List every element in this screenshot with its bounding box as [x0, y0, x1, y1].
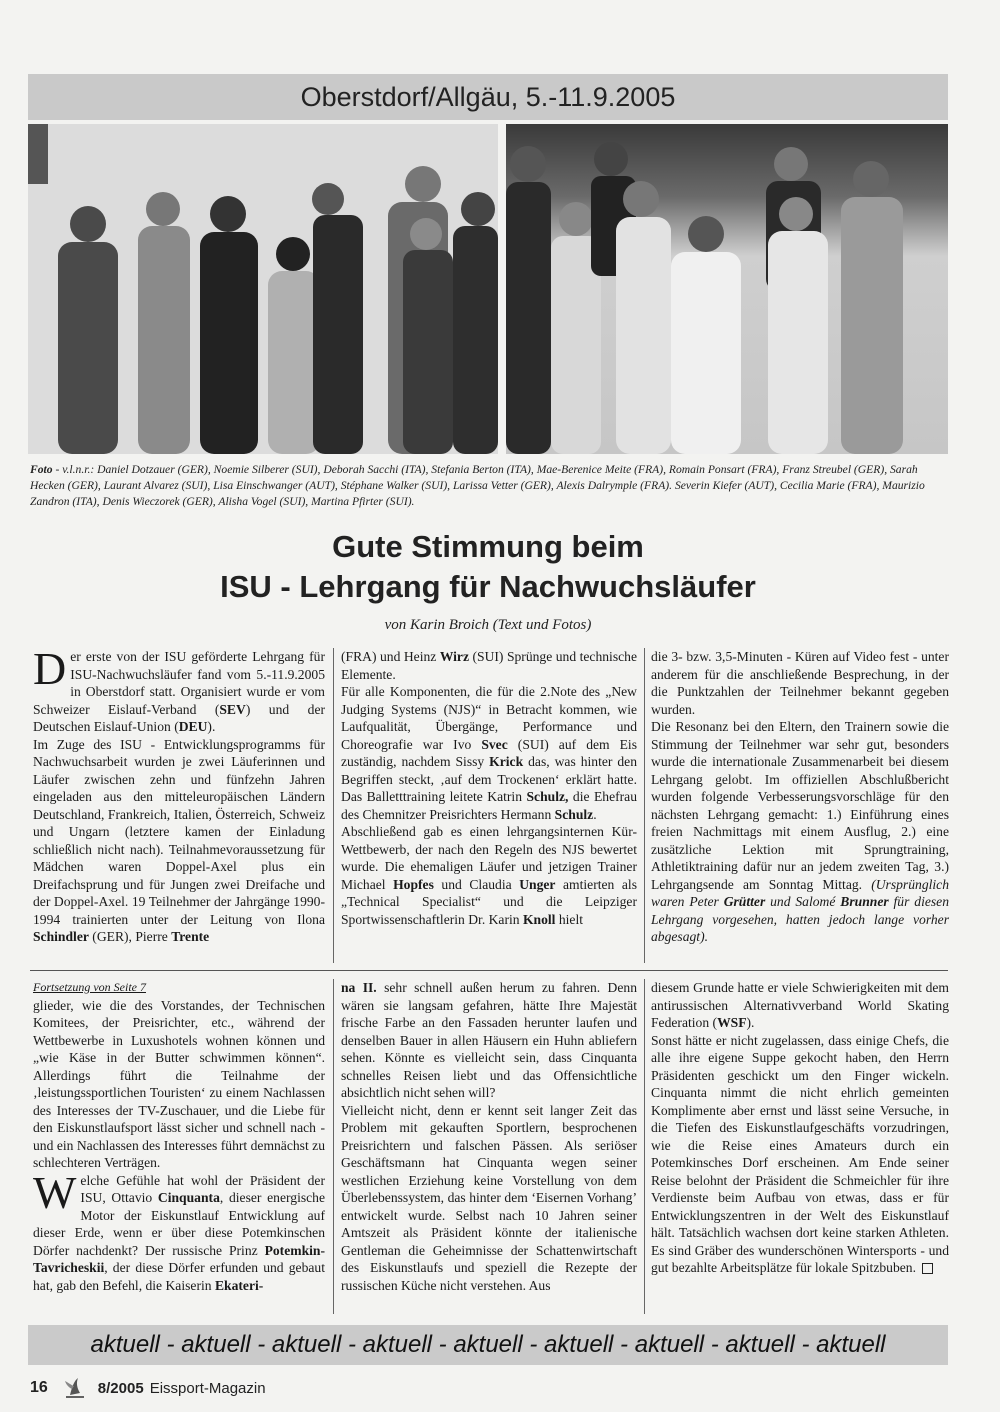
dropcap: W: [33, 1166, 77, 1218]
column-divider: [644, 648, 645, 963]
bold-text: Schulz,: [526, 789, 569, 804]
paragraph: [341, 979, 637, 1102]
paragraph: [651, 1032, 949, 1277]
text: (GER), Pierre: [88, 929, 172, 944]
continuation-column-2: [341, 979, 637, 1294]
skaters-silhouettes-right-icon: [506, 124, 948, 454]
bold-text: WSF: [717, 1015, 747, 1030]
caption-label: Foto: [30, 463, 53, 476]
paragraph: die 3- bzw. 3,5-Minuten - Küren auf Video fest - unter anderem für die anschließende Besprechung, in der die Punktzahlen der Teilnehmer bekannt gegeben wurden.: [651, 649, 949, 717]
text: das, was hinter den Begriffen steckt, ‚auf dem Trockenen‘ erklärt hatte. Das Balletttraining leitete Katrin: [341, 754, 637, 804]
bold-text: Unger: [519, 876, 556, 892]
text: die Ehefrau des Chemnitzer Preisrichters Hermann: [341, 789, 637, 822]
bold-text: Schulz: [554, 806, 594, 822]
page-number: 16: [30, 1379, 48, 1396]
article-byline: von Karin Broich (Text und Fotos): [384, 617, 592, 633]
skater-logo-icon: [62, 1375, 88, 1401]
italic-text: und Salomé: [765, 894, 841, 909]
section-divider: [30, 970, 948, 971]
group-photo-right: [506, 124, 948, 454]
bold-text: Schindler: [33, 929, 89, 944]
text: ).: [207, 719, 216, 734]
continuation-column-1: [33, 979, 325, 1294]
paragraph: [651, 718, 949, 946]
continuation-label: Fortsetzung von Seite 7: [33, 980, 146, 994]
paragraph: Vielleicht nicht, denn er kennt seit langer Zeit das Problem mit gekauften Sportlern, besprochenen Preisrichtern und falschen Pässen. Als seriöser Geschäftsmann hat Cinquanta wegen seiner westlichen Erziehung keine Vorstellung von dem Überlebenssystem, das hinter dem ‘Eisernen Vorhang’ entwickelt wurde. Selbst nach 10 Jahren seiner Amtszeit als Präsident könnte der italienische Gentleman die Geheimnisse der Schattenwirtschaft des Eiskunstlaufs und speziell die Rezepte der russischen Küche nicht verstehen. Aus: [341, 1102, 637, 1293]
bold-text: Svec: [481, 736, 508, 752]
paragraph: [341, 823, 637, 928]
text: ) und der Deutschen Eislauf-Union (: [33, 701, 326, 734]
article-column-2: [341, 648, 637, 928]
text: hielt: [555, 911, 584, 927]
column-divider: [333, 648, 334, 963]
bold-text: Wirz: [439, 649, 470, 664]
text: Im Zuge des ISU - Entwicklungsprogramms für Nachwuchsarbeit wurden je zwei Läuferinnen und Läufer zwischen zehn und fünfzehn Jahren eingeladen aus den mitteleuropäischen Ländern Deutschland, Frankreich, Italien, Österreich, Schweiz und Ungarn (letztere kamen der Einladung schließlich nicht nach). Teilnahmevoraussetzung für Mädchen waren Doppel-Axel plus ein Dreifachsprung und für Jungen zwei Dreifache und der Doppel-Axel. 19 Teilnehmer der Jahrgänge 1990-1994 trainierten unter der Leitung von Ilona: [33, 736, 325, 927]
issue-number: 8/2005: [97, 1379, 144, 1397]
text: er erste von der ISU geförderte Lehrgang für ISU-Nachwuchsläufer fand vom 5.-11.9.2005 in Oberstdorf statt. Organisiert wurde er vom Schweizer Eislauf-Verband (: [33, 649, 325, 717]
paragraph: glieder, wie die des Vorstandes, der Technischen Komitees, der Preisrichter, etc., während der Wettbewerbe in Luxushotels wohnen können und „wie Käse in der Butter schwimmen können“. Allerdings führt die Teilnahme der ‚leistungssportlichen Touristen‘ zu einem Nachlassen des Interesses der TV-Zuschauer, und die Liebe für den Eiskunstlaufsport lässt sicher und schnell nach - und ein Nachlassen des Interesses führt demnächst zu schlechteren Verträgen.: [33, 997, 325, 1170]
text: , dieser energische Motor der Eiskunstlauf Entwicklung auf dieser Erde, wenn er über diese Potemkinschen Dörfer nachdenkt? Der russische Prinz: [33, 1190, 326, 1258]
italic-text: (Ursprünglich waren Peter: [651, 876, 949, 909]
caption-text: - v.l.n.r.: Daniel Dotzauer (GER), Noemie Silberer (SUI), Deborah Sacchi (ITA), Stefania Berton (ITA), Mae-Berenice Meite (FRA), Romain Ponsart (FRA), Franz Streubel (GER), Sarah Hecken (GER), Laurant Alvarez (SUI), Lisa Einschwanger (AUT), Stéphane Walker (SUI), Larissa Vetter (GER), Alexis Dalrymple (FRA). Severin Kiefer (AUT), Cecilia Marie (FRA), Maurizio Zandron (ITA), Denis Wieczorek (GER), Alisha Vogel (SUI), Martina Pfirter (SUI).: [30, 463, 925, 508]
bold-text: Knoll: [522, 911, 556, 927]
aktuell-ticker: aktuell - aktuell - aktuell - aktuell - aktuell - aktuell - aktuell - aktuell - aktuell: [28, 1325, 948, 1365]
bold-text: Hopfes: [393, 876, 434, 892]
bold-text: Krick: [489, 754, 524, 769]
bold-text: na II.: [341, 980, 377, 995]
italic-text: für diesen Lehrgang vorgesehen, hatten jedoch lange vorher abgesagt).: [651, 894, 950, 944]
text: Für alle Komponenten, die für die 2.Note des „New Judging Systems (NJS)“ in Betracht kommen, wie Laufqualität, Übergänge, Performance und Choreografie war Ivo: [341, 684, 637, 752]
column-divider: [644, 979, 645, 1314]
paragraph: [33, 1166, 326, 1295]
bold-text: DEU: [178, 719, 208, 734]
headline-line-2: ISU - Lehrgang für Nachwuchsläufer: [220, 569, 756, 604]
paragraph: [33, 736, 325, 946]
headline-line-1: Gute Stimmung beim: [332, 529, 644, 564]
text: (SUI) Sprünge und technische Elemente.: [341, 649, 637, 682]
paragraph: [651, 979, 949, 1032]
header-title: Oberstdorf/Allgäu, 5.-11.9.2005: [28, 74, 948, 120]
bold-text: Trente: [171, 929, 210, 944]
paragraph: [341, 683, 637, 823]
text: (SUI) auf dem Eis zuständig, nachdem Sissy: [341, 736, 638, 769]
group-photo-left: [28, 124, 498, 454]
skaters-silhouettes-left-icon: [28, 124, 498, 454]
paragraph: [33, 643, 326, 736]
article-headline: [28, 527, 948, 607]
text: Die Resonanz bei den Eltern, den Trainern sowie die Stimmung der Teilnehmer war sehr gut, besonders wurde die internationale Zusammenarbeit bei diesem Lehrgang gelobt. Im offiziellen Abschlußbericht wurden folgende Verbesserungsvorschläge für den nächsten Lehrgang gemacht: 1.) Einführung eines freien Nachmittags mit einem Ausflug, 2.) eine zusätzliche Lektion mit Sprungtraining, Athletiktraining dafür nur an jedem zweiten Tag, 3.) Lehrgangsende am Sonntag Mittag.: [651, 719, 949, 892]
text: amtierten als „Technical Specialist“ und die Leipziger Sportwissenschaftlerin Dr. Karin: [341, 876, 638, 927]
text: sehr schnell außen herum zu fahren. Denn wären sie langsam gefahren, hätte Ihre Majestät frische Farbe an den Fassaden herunter laufen und denselben Bauer in allen Häusern ein Huhn abliefern sehen. Könnte es vielleicht sein, dass Cinquanta schnelles Reisen liebt und das Offensichtliche absichtlich nicht sehen will?: [341, 980, 637, 1100]
dropcap: D: [33, 643, 67, 694]
bold-text: SEV: [219, 701, 246, 717]
article-column-3: [651, 648, 949, 946]
continuation-column-3: [651, 979, 949, 1277]
text: .: [593, 806, 597, 822]
text: und Claudia: [433, 876, 520, 892]
paragraph: [341, 648, 637, 683]
text: diesem Grunde hatte er viele Schwierigkeiten mit dem antirussischen Alternativverband World Skating Federation (: [651, 980, 949, 1030]
magazine-name: Eissport-Magazin: [149, 1379, 266, 1397]
bold-text: Grütter: [723, 894, 766, 909]
column-divider: [333, 979, 334, 1314]
article-column-1: [33, 643, 326, 946]
bold-text: Potemkin-Tavricheskii: [33, 1242, 325, 1275]
text: elche Gefühle hat wohl der Präsident der ISU, Ottavio: [80, 1172, 325, 1205]
text: , der diese Dörfer erfunden und gebaut hat, gab den Befehl, die Kaiserin: [33, 1260, 325, 1293]
text: ).: [746, 1015, 755, 1030]
bold-text: Ekateri-: [214, 1277, 264, 1293]
text: Abschließend gab es einen lehrgangsinternen Kür-Wettbewerb, der nach den Regeln des NJS bewertet wurde. Die ehemaligen Läufer und jetzigen Trainer Michael: [341, 824, 637, 892]
bold-text: Brunner: [840, 894, 889, 909]
text: Sonst hätte er nicht zugelassen, dass einige Chefs, die alle ihre eigene Suppe gekocht haben, den Herrn Präsidenten geschickt um den Finger wickeln. Cinquanta nimmt die nicht ehrlich gemeinten Komplimente aber ernst und lässt seine Versuche, in die Tiefen des Eiskunstlaufgeschäfts vorzudringen, wie die Reise eines Amateurs durch ein Potemkinsches Dorf erscheinen. Am Ende seiner Reise belohnt der Präsident die Schmeichler für ihre Verdienste beim Aufbau von etwas, dass er für Entwicklungszentren in der Welt des Eiskunstlauf hält. Tatsächlich wachsen dort keine starken Athleten. Es sind Gräber des wunderschönen Wintersports - und gut bezahlte Arbeitsplätze für lokale Spitzbuben.: [651, 1032, 949, 1275]
end-mark-icon: [922, 1263, 933, 1274]
photo-caption: [30, 462, 948, 510]
bold-text: Cinquanta: [157, 1190, 220, 1205]
page-footer: [30, 1374, 266, 1402]
text: (FRA) und Heinz: [341, 649, 440, 664]
